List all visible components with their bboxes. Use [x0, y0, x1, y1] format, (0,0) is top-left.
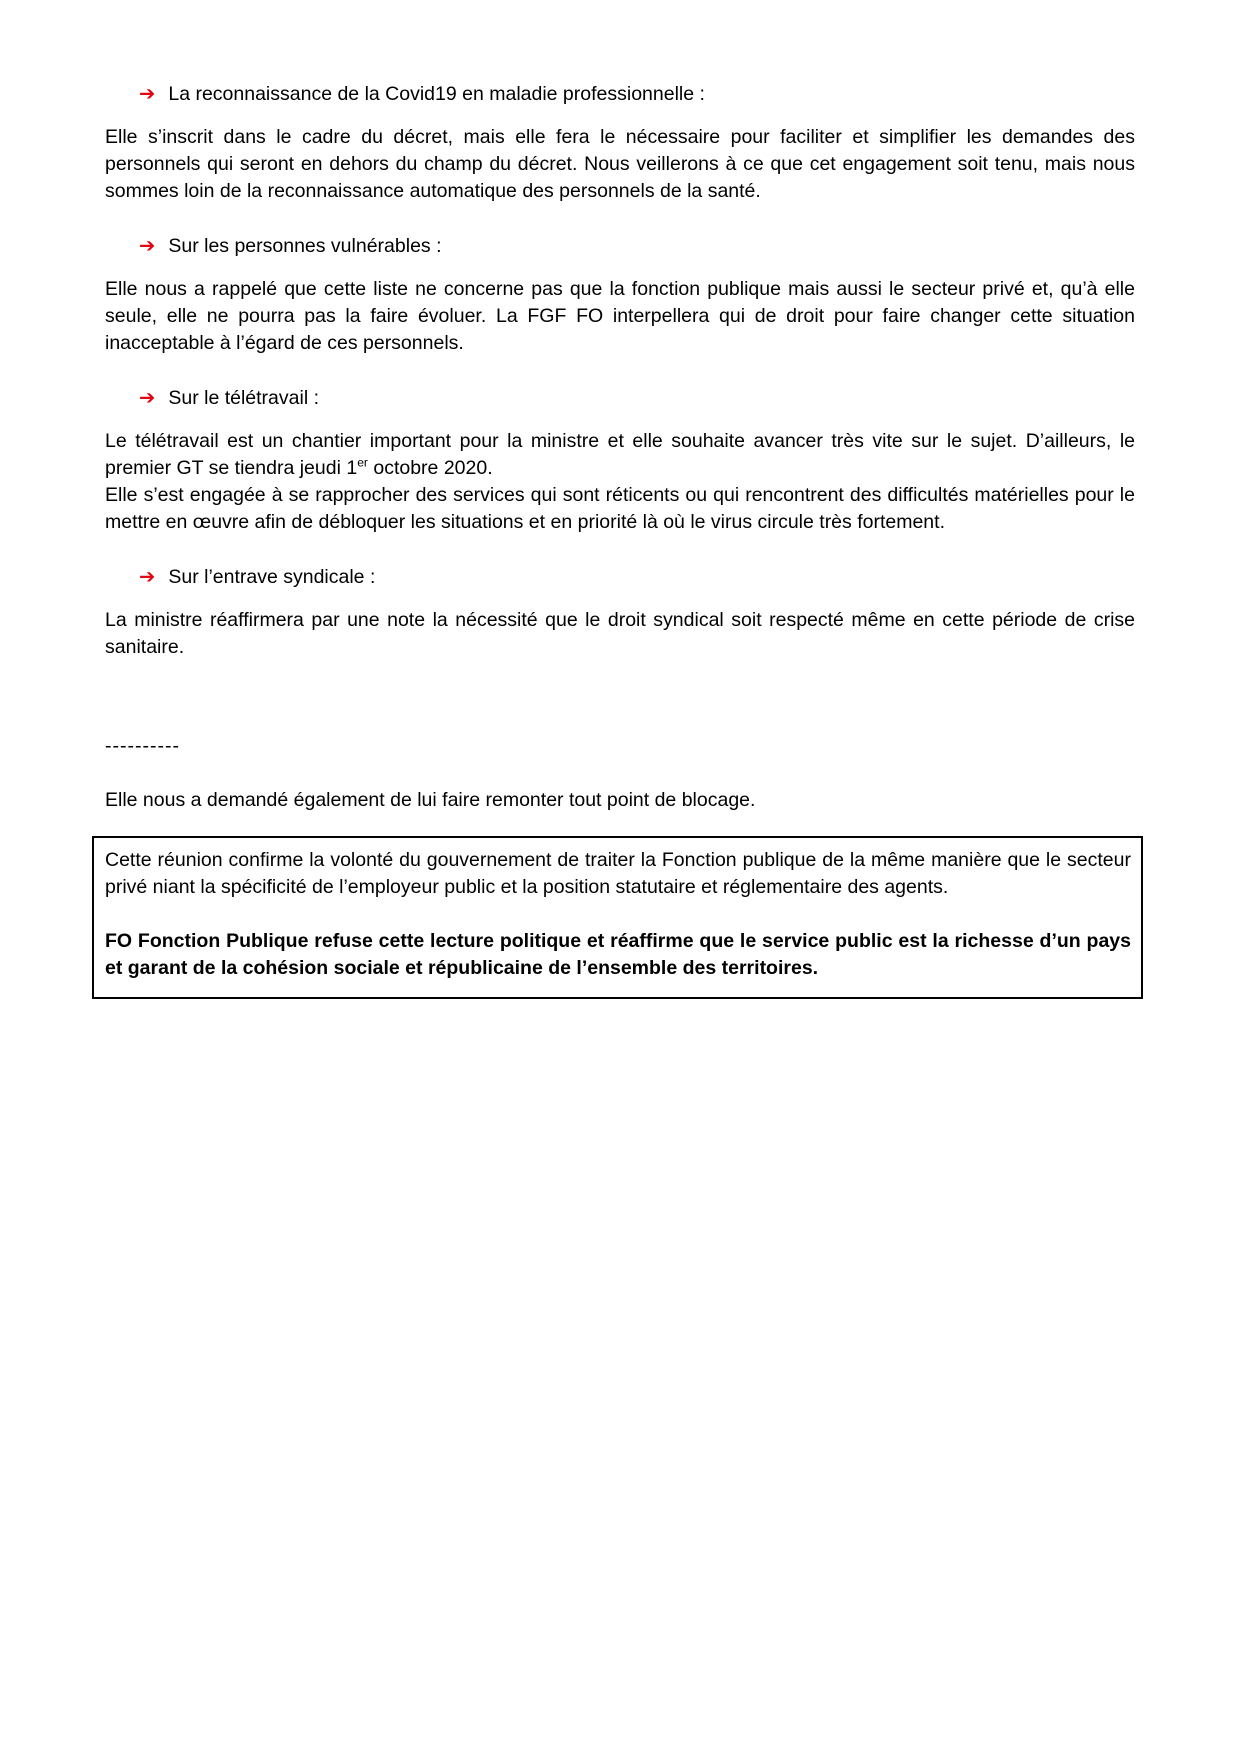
section-heading: [139, 563, 1135, 591]
conclusion-bold-paragraph: FO Fonction Publique refuse cette lecture politique et réaffirme que le service public est la richesse d’un pays et garant de la cohésion sociale et républicaine de l’ensemble des territoires.: [105, 930, 1131, 979]
section-heading-label: Sur le télétravail :: [168, 387, 319, 409]
section-heading: [139, 80, 1135, 108]
section-heading: [139, 232, 1135, 260]
section-body: Elle s’inscrit dans le cadre du décret, mais elle fera le nécessaire pour faciliter et simplifier les demandes des personnels qui seront en dehors du champ du décret. Nous veillerons à ce que cet engagement soit tenu, mais nous sommes loin de la reconnaissance automatique des personnels de la santé.: [105, 126, 1135, 202]
conclusion-box: [92, 836, 1143, 999]
conclusion-paragraph: Cette réunion confirme la volonté du gouvernement de traiter la Fonction publique de la même manière que le secteur privé niant la spécificité de l’employeur public et la position statutaire et réglementaire des agents.: [105, 849, 1131, 898]
ordinal-superscript: er: [357, 455, 368, 470]
red-arrow-bullet-icon: ➔: [139, 565, 156, 588]
section-body: [105, 428, 1135, 536]
section-personnes-vulnerables: [105, 232, 1135, 357]
section-body: Elle nous a rappelé que cette liste ne concerne pas que la fonction publique mais aussi le secteur privé et, qu’à elle seule, elle ne pourra pas la faire évoluer. La FGF FO interpellera qui de droit pour faire changer cette situation inacceptable à l’égard de ces personnels.: [105, 278, 1135, 354]
red-arrow-bullet-icon: ➔: [139, 82, 156, 105]
dash-separator: ----------: [105, 735, 180, 757]
body-text-part: Le télétravail est un chantier important pour la ministre et elle souhaite avancer très vite sur le sujet. D’ailleurs, le premier GT se tiendra jeudi 1: [105, 430, 1135, 479]
section-entrave-syndicale: [105, 563, 1135, 661]
section-teletravail: [105, 384, 1135, 536]
section-heading-label: Sur les personnes vulnérables :: [168, 235, 442, 257]
section-heading-label: Sur l’entrave syndicale :: [168, 566, 376, 588]
section-covid19-maladie-professionnelle: [105, 80, 1135, 205]
closing-note: Elle nous a demandé également de lui faire remonter tout point de blocage.: [105, 789, 756, 811]
body-text-part: octobre 2020.: [367, 457, 493, 479]
red-arrow-bullet-icon: ➔: [139, 234, 156, 257]
red-arrow-bullet-icon: ➔: [139, 386, 156, 409]
section-heading: [139, 384, 1135, 412]
body-text-part: Elle s’est engagée à se rapprocher des services qui sont réticents ou qui rencontrent des difficultés matérielles pour le mettre en œuvre afin de débloquer les situations et en priorité là où le virus circule très fortement.: [105, 484, 1135, 533]
section-body: La ministre réaffirmera par une note la nécessité que le droit syndical soit respecté même en cette période de crise sanitaire.: [105, 609, 1135, 658]
section-heading-label: La reconnaissance de la Covid19 en maladie professionnelle :: [168, 83, 705, 105]
